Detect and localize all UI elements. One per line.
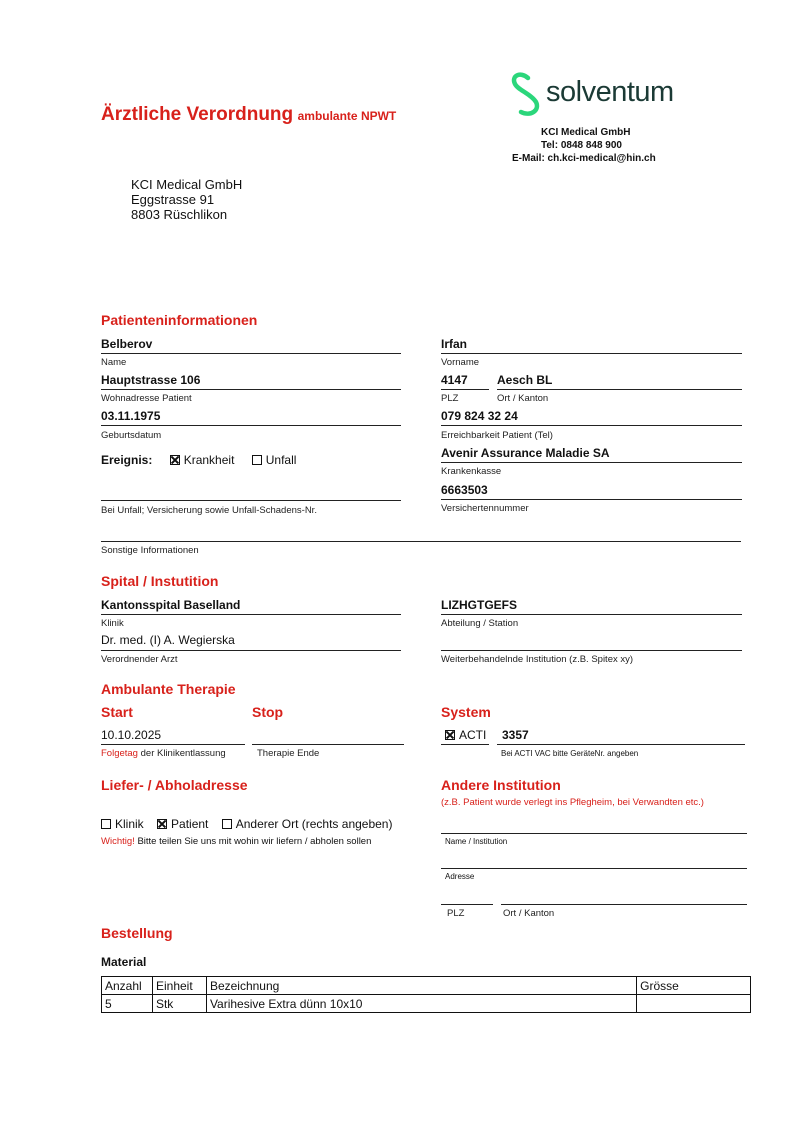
divider (501, 904, 747, 905)
spital-abteilung-value[interactable]: LIZHGTGEFS (441, 598, 517, 612)
liefer-options-row (101, 817, 392, 831)
patient-vorname-value[interactable]: Irfan (441, 337, 468, 351)
divider (101, 744, 245, 745)
spital-abteilung-label: Abteilung / Station (441, 618, 519, 629)
divider (441, 425, 742, 426)
divider (441, 868, 747, 869)
divider (101, 425, 401, 426)
patient-plz-value[interactable]: 4147 (441, 373, 468, 387)
column-header-groesse: Grösse (637, 977, 751, 995)
title-sub: ambulante NPWT (297, 109, 397, 123)
stop-date-label: Therapie Ende (257, 748, 320, 759)
liefer-anderer-checkbox[interactable] (222, 819, 232, 829)
cell-groesse[interactable] (637, 995, 751, 1013)
document-title (101, 104, 396, 126)
divider (441, 904, 493, 905)
unfall-checkbox[interactable] (252, 455, 262, 465)
patient-adresse-label: Wohnadresse Patient (101, 393, 192, 404)
liefer-klinik-label: Klinik (115, 817, 144, 831)
section-bestellung-title: Bestellung (101, 925, 173, 941)
divider (441, 353, 742, 354)
spital-arzt-label: Verordnender Arzt (101, 654, 178, 665)
table-header-row (102, 977, 751, 995)
liefer-anderer-label: Anderer Ort (rechts angeben) (235, 817, 393, 831)
system-row (445, 728, 486, 742)
section-patient-title: Patienteninformationen (101, 312, 258, 328)
section-therapie-title: Ambulante Therapie (101, 681, 236, 697)
section-spital-title: Spital / Instutition (101, 573, 219, 589)
cell-anzahl[interactable]: 5 (102, 995, 153, 1013)
divider (101, 389, 401, 390)
divider (441, 744, 489, 745)
divider (101, 541, 741, 542)
divider (101, 500, 401, 501)
andere-name-label: Name / Institution (445, 837, 508, 846)
header-company: KCI Medical GmbH (541, 127, 631, 138)
sonstige-label: Sonstige Informationen (101, 545, 199, 556)
logo-text: solventum (546, 76, 674, 108)
patient-versichertennummer-label: Versichertennummer (441, 503, 529, 514)
patient-krankenkasse-label: Krankenkasse (441, 466, 502, 477)
start-date-label (101, 748, 226, 759)
andere-note: (z.B. Patient wurde verlegt ins Pflegheim, bei Verwandten etc.) (441, 797, 704, 808)
liefer-klinik-checkbox[interactable] (101, 819, 111, 829)
stop-title: Stop (252, 704, 284, 720)
patient-plz-label: PLZ (441, 393, 459, 404)
address-line-1: KCI Medical GmbH (131, 177, 243, 192)
material-title: Material (101, 955, 147, 969)
divider (252, 744, 404, 745)
start-label-rest: der Klinikentlassung (140, 748, 226, 759)
divider (101, 353, 401, 354)
liefer-note-row (101, 836, 371, 847)
unfall-label: Unfall (265, 453, 297, 467)
patient-adresse-value[interactable]: Hauptstrasse 106 (101, 373, 201, 387)
cell-bezeichnung[interactable]: Varihesive Extra dünn 10x10 (206, 995, 636, 1013)
start-date-value[interactable]: 10.10.2025 (101, 728, 162, 742)
column-header-bezeichnung: Bezeichnung (206, 977, 636, 995)
header-tel: Tel: 0848 848 900 (541, 140, 622, 151)
ereignis-label: Ereignis: (101, 453, 153, 467)
patient-name-label: Name (101, 357, 127, 368)
start-title: Start (101, 704, 133, 720)
divider (497, 389, 742, 390)
divider (441, 462, 742, 463)
address-line-2: Eggstrasse 91 (131, 192, 215, 207)
divider (101, 650, 401, 651)
column-header-einheit: Einheit (152, 977, 206, 995)
header-email: E-Mail: ch.kci-medical@hin.ch (512, 153, 656, 164)
cell-einheit[interactable]: Stk (152, 995, 206, 1013)
andere-ort-label: Ort / Kanton (503, 908, 555, 919)
spital-arzt-value[interactable]: Dr. med. (I) A. Wegierska (101, 633, 235, 647)
divider (101, 614, 401, 615)
andere-plz-label: PLZ (447, 908, 465, 919)
system-nr-value[interactable]: 3357 (502, 728, 529, 742)
material-table (101, 976, 751, 1013)
ereignis-row (101, 453, 296, 467)
system-title: System (441, 704, 491, 720)
patient-name-value[interactable]: Belberov (101, 337, 153, 351)
divider (441, 833, 747, 834)
patient-vorname-label: Vorname (441, 357, 480, 368)
system-name: ACTI (459, 728, 487, 742)
patient-ort-value[interactable]: Aesch BL (497, 373, 553, 387)
patient-geburtsdatum-label: Geburtsdatum (101, 430, 162, 441)
divider (441, 499, 742, 500)
andere-adresse-label: Adresse (445, 872, 475, 881)
section-andere-title: Andere Institution (441, 777, 561, 793)
solventum-logo-icon (509, 70, 543, 118)
spital-klinik-label: Klinik (101, 618, 124, 629)
patient-geburtsdatum-value[interactable]: 03.11.1975 (101, 409, 161, 423)
patient-ort-label: Ort / Kanton (497, 393, 549, 404)
divider (441, 650, 742, 651)
patient-versichertennummer-value[interactable]: 6663503 (441, 483, 488, 497)
krankheit-checkbox[interactable] (170, 455, 180, 465)
divider (441, 389, 489, 390)
divider (497, 744, 745, 745)
liefer-note: Bitte teilen Sie uns mit wohin wir liefern / abholen sollen (137, 836, 372, 847)
divider (441, 614, 742, 615)
patient-krankenkasse-value[interactable]: Avenir Assurance Maladie SA (441, 446, 610, 460)
krankheit-label: Krankheit (183, 453, 235, 467)
address-line-3: 8803 Rüschlikon (131, 207, 228, 222)
patient-tel-label: Erreichbarkeit Patient (Tel) (441, 430, 553, 441)
title-main: Ärztliche Verordnung (101, 104, 294, 125)
table-row (102, 995, 751, 1013)
folgetag-label: Folgetag (101, 748, 138, 759)
patient-tel-value[interactable]: 079 824 32 24 (441, 409, 518, 423)
spital-klinik-value[interactable]: Kantonsspital Baselland (101, 598, 241, 612)
wichtig-label: Wichtig! (101, 836, 135, 847)
liefer-patient-checkbox[interactable] (157, 819, 167, 829)
unfall-info-label: Bei Unfall; Versicherung sowie Unfall-Schadens-Nr. (101, 505, 317, 516)
system-checkbox[interactable] (445, 730, 455, 740)
liefer-patient-label: Patient (171, 817, 209, 831)
column-header-anzahl: Anzahl (102, 977, 153, 995)
section-liefer-title: Liefer- / Abholadresse (101, 777, 248, 793)
spital-weiter-label: Weiterbehandelnde Institution (z.B. Spitex xy) (441, 654, 634, 665)
system-note: Bei ACTI VAC bitte GeräteNr. angeben (501, 749, 639, 758)
